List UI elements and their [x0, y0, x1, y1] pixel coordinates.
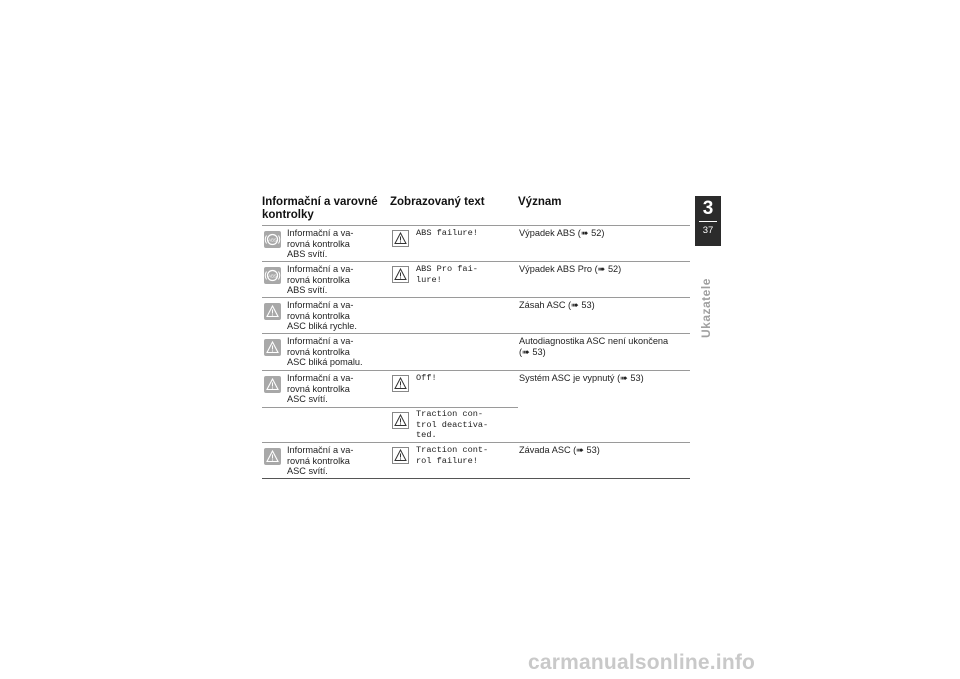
- svg-text:ABS: ABS: [268, 273, 277, 279]
- meaning: Výpadek ABS Pro (➠ 52): [519, 264, 622, 274]
- display-text: ABS failure!: [416, 228, 478, 238]
- asc-warning-lamp-icon: [264, 339, 281, 356]
- ref-arrow-icon: ➠: [576, 445, 584, 455]
- lamp-description: Informační a va- rovná kontrolka ASC bliká pomalu.: [287, 336, 363, 367]
- page-reference[interactable]: 53: [630, 373, 641, 383]
- meaning: Zásah ASC (➠ 53): [519, 300, 595, 310]
- page-reference[interactable]: 53: [581, 300, 592, 310]
- page-reference[interactable]: 53: [532, 346, 543, 357]
- asc-warning-lamp-icon: [264, 376, 281, 393]
- abs-warning-lamp-icon: [264, 231, 281, 248]
- row-divider: [262, 442, 690, 443]
- lamp-description: Informační a va- rovná kontrolka ASC svítí.: [287, 445, 354, 476]
- ref-arrow-icon: ➠: [580, 228, 589, 238]
- lamp-description: Informační a va- rovná kontrolka ASC bliká rychle.: [287, 300, 357, 331]
- display-text: Off!: [416, 373, 437, 383]
- lamp-description: Informační a va- rovná kontrolka ASC svítí.: [287, 373, 354, 404]
- meaning: Systém ASC je vypnutý (➠ 53): [519, 373, 644, 383]
- row-divider: [262, 261, 690, 262]
- chapter-side-label: Ukazatele: [699, 278, 713, 338]
- row-divider: [262, 407, 518, 408]
- abs-warning-lamp-icon: [264, 267, 281, 284]
- watermark: carmanualsonline.info: [528, 651, 756, 674]
- header-display-text: Zobrazovaný text: [390, 196, 485, 208]
- page-reference[interactable]: 52: [591, 228, 602, 238]
- meaning: Závada ASC (➠ 53): [519, 445, 600, 455]
- warning-triangle-icon: [392, 447, 409, 464]
- ref-arrow-icon: ➠: [620, 373, 628, 383]
- tab-divider: [699, 221, 717, 222]
- ref-arrow-icon: ➠: [597, 264, 606, 274]
- chapter-number: 3: [702, 198, 714, 219]
- row-divider: [262, 333, 690, 334]
- lamp-description: Informační a va- rovná kontrolka ABS svítí.: [287, 264, 354, 295]
- display-text: ABS Pro fai- lure!: [416, 264, 478, 285]
- meaning: Autodiagnostika ASC není ukončena (➠ 53): [519, 336, 669, 357]
- svg-text:ABS: ABS: [268, 237, 277, 243]
- page-number: 37: [702, 225, 714, 236]
- header-meaning: Význam: [518, 196, 562, 208]
- asc-warning-lamp-icon: [264, 303, 281, 320]
- row-divider: [262, 370, 690, 371]
- display-text: Traction cont- rol failure!: [416, 445, 489, 466]
- warning-triangle-icon: [392, 230, 409, 247]
- row-divider: [262, 297, 690, 298]
- warning-triangle-icon: [392, 375, 409, 392]
- page-reference[interactable]: 52: [607, 264, 619, 274]
- page-reference[interactable]: 53: [586, 445, 597, 455]
- table-bottom-rule: [262, 478, 690, 479]
- display-text: Traction con- trol deactiva- ted.: [416, 409, 489, 440]
- ref-arrow-icon: ➠: [522, 346, 530, 357]
- asc-warning-lamp-icon: [264, 448, 281, 465]
- header-lamps: Informační a varovné kontrolky: [262, 196, 378, 221]
- ref-arrow-icon: ➠: [571, 300, 579, 310]
- meaning: Výpadek ABS (➠ 52): [519, 228, 605, 238]
- warning-triangle-icon: [392, 266, 409, 283]
- warning-triangle-icon: [392, 412, 409, 429]
- chapter-tab: [695, 196, 721, 246]
- header-divider: [262, 225, 690, 226]
- lamp-description: Informační a va- rovná kontrolka ABS svítí.: [287, 228, 354, 259]
